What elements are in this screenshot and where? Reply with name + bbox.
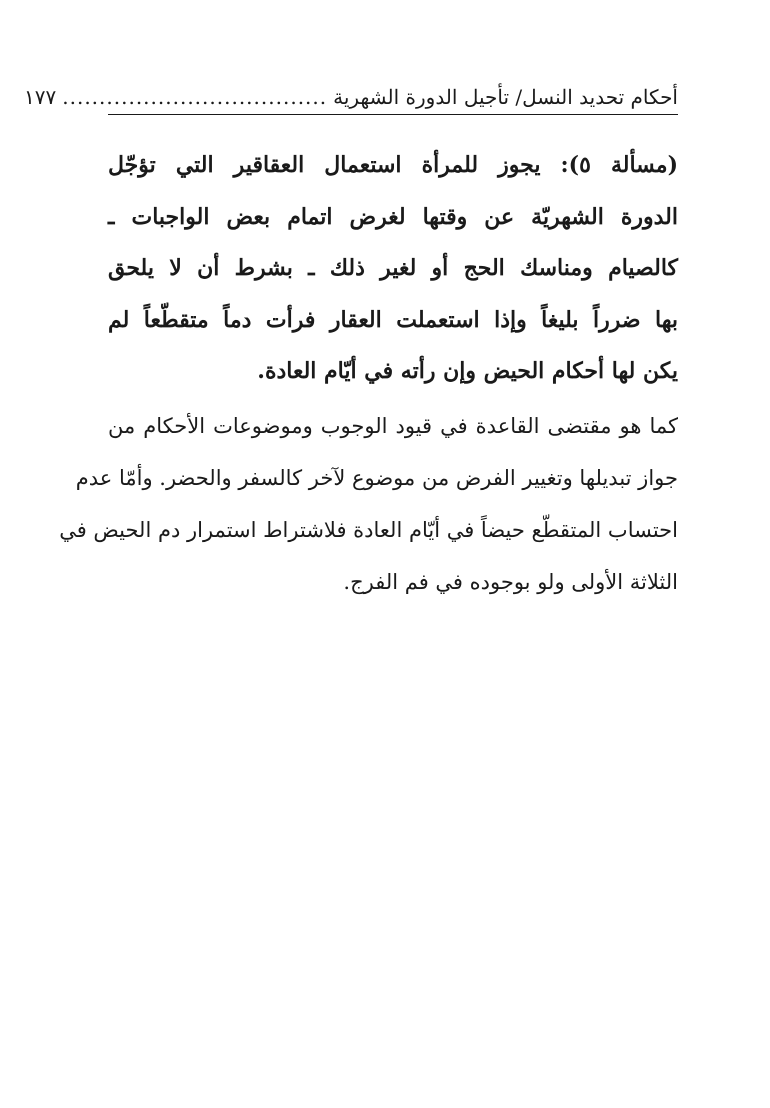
explanation-line: كما هو مقتضى القاعدة في قيود الوجوب وموضوعات الأحكام من [108, 414, 678, 438]
dot-leader: .................................... [62, 85, 328, 109]
issue-paragraph [108, 140, 678, 398]
chapter-title: أحكام تحديد النسل/ تأجيل الدورة الشهرية [333, 85, 678, 109]
issue-line: (مسألة ٥): يجوز للمرأة استعمال العقاقير التي تؤجّل [108, 152, 678, 178]
issue-line: بها ضرراً بليغاً وإذا استعملت العقار فرأت دماً متقطّعاً لم [108, 306, 678, 333]
explanation-paragraph [59, 400, 678, 608]
issue-line: يكن لها أحكام الحيض وإن رأته في أيّام العادة. [257, 358, 678, 384]
issue-line: الدورة الشهريّة عن وقتها لغرض اتمام بعض الواجبات ـ [108, 203, 678, 230]
page-number: ١٧٧ [24, 85, 57, 109]
running-header [24, 80, 678, 115]
explanation-line: جواز تبديلها وتغيير الفرض من موضوع لآخر كالسفر والحضر. وأمّا عدم [75, 466, 678, 490]
explanation-line: الثلاثة الأولى ولو بوجوده في فم الفرج. [343, 570, 678, 594]
issue-line: كالصيام ومناسك الحج أو لغير ذلك ـ بشرط أن لا يلحق [108, 255, 678, 281]
explanation-line: احتساب المتقطّع حيضاً في أيّام العادة فلاشتراط استمرار دم الحيض في [59, 518, 678, 542]
